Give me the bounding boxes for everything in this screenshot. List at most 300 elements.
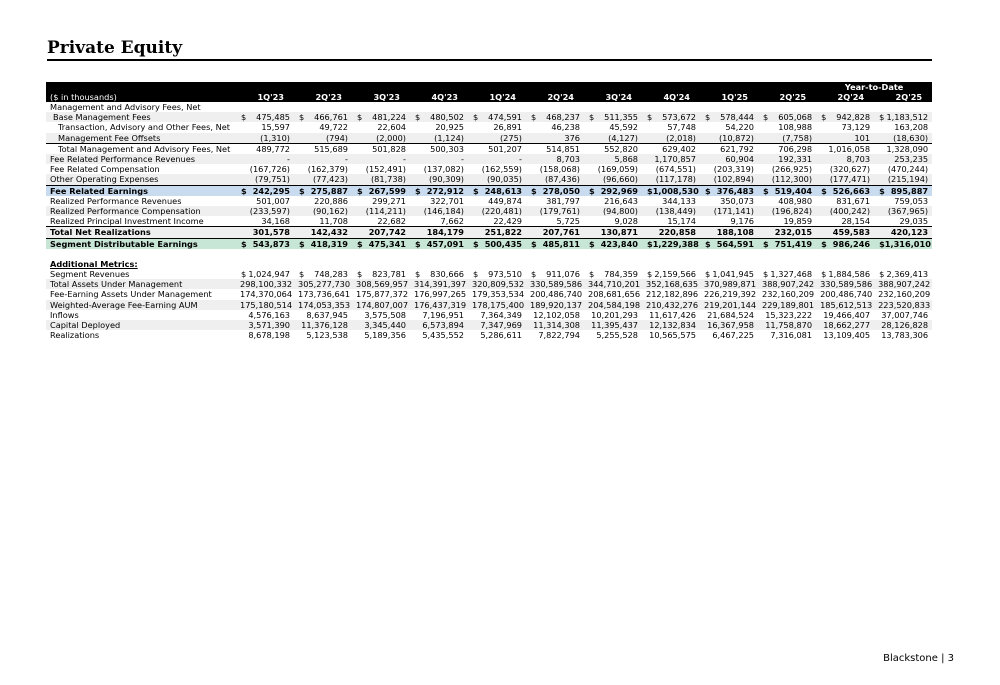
value-cell [816, 216, 874, 227]
value-cell [526, 174, 584, 185]
value-cell [584, 174, 642, 185]
value-text: 4,576,163 [248, 309, 290, 320]
value-cell [294, 269, 352, 279]
value-cell [816, 289, 874, 299]
table-row [46, 300, 932, 310]
value-cell [468, 122, 526, 132]
value-text: 578,444 [720, 112, 754, 123]
value-text: 7,822,794 [538, 330, 580, 341]
value-cell [758, 216, 816, 227]
value-text: (220,481) [481, 206, 522, 217]
value-cell [584, 154, 642, 164]
value-cell [410, 112, 468, 122]
value-text: 163,208 [894, 122, 929, 133]
value-text: 1,183,512 [886, 112, 929, 123]
value-text: (275) [499, 132, 522, 143]
value-text: 573,672 [662, 112, 696, 123]
value-cell [352, 206, 410, 216]
value-cell [352, 143, 410, 154]
value-text: 408,980 [778, 195, 813, 206]
table-row [46, 269, 932, 279]
value-cell [584, 300, 642, 310]
value-text: 130,871 [600, 227, 638, 238]
value-text: 706,298 [778, 143, 813, 154]
value-text: (2,000) [376, 132, 406, 143]
row-label: Inflows [50, 309, 79, 320]
value-text: (162,379) [307, 164, 348, 175]
value-cell [468, 164, 526, 174]
value-cell [642, 174, 700, 185]
value-cell [294, 320, 352, 330]
value-cell [468, 154, 526, 164]
value-text: 267,599 [368, 185, 406, 196]
value-cell [236, 279, 294, 289]
dollar-sign: $ [589, 185, 595, 196]
value-cell [294, 206, 352, 216]
dollar-sign: $ [241, 185, 247, 196]
value-text: 1,229,388 [652, 238, 699, 249]
value-cell [294, 133, 352, 144]
value-cell [874, 185, 932, 196]
value-cell [526, 216, 584, 227]
value-text: 28,126,828 [881, 320, 929, 331]
value-cell [294, 310, 352, 320]
value-text: 605,068 [778, 112, 813, 123]
value-cell [700, 206, 758, 216]
value-cell [816, 143, 874, 154]
value-text: 8,703 [556, 154, 580, 165]
value-text: 519,404 [774, 185, 813, 196]
value-cell [468, 310, 526, 320]
value-text: 5,255,528 [596, 330, 638, 341]
value-cell [236, 122, 294, 132]
value-cell [468, 300, 526, 310]
value-text: (794) [325, 132, 348, 143]
value-cell [410, 133, 468, 144]
value-text: (171,141) [713, 206, 754, 217]
units-label: ($ in thousands) [46, 92, 236, 102]
value-text: 242,295 [252, 185, 290, 196]
dollar-sign: $ [299, 112, 305, 123]
value-text: 13,783,306 [881, 330, 929, 341]
row-label: Management and Advisory Fees, Net [50, 102, 201, 112]
row-empty-cell [236, 102, 932, 112]
value-text: (4,127) [608, 132, 638, 143]
value-text: 16,367,958 [707, 320, 754, 331]
value-cell [816, 279, 874, 289]
dollar-sign: $ [647, 185, 653, 196]
dollar-sign: $ [589, 269, 595, 280]
row-label: Management Fee Offsets [46, 133, 236, 144]
value-cell [584, 143, 642, 154]
value-text: 46,238 [551, 122, 580, 133]
table-row [46, 206, 932, 216]
value-text: 449,874 [488, 195, 522, 206]
value-text: 423,840 [600, 238, 638, 249]
value-text: 34,168 [261, 216, 290, 227]
value-cell [352, 300, 410, 310]
value-text: 748,283 [314, 269, 348, 280]
value-text: 210,432,276 [646, 299, 699, 310]
value-cell [642, 216, 700, 227]
table-row [46, 102, 932, 112]
value-text: 179,353,534 [472, 289, 525, 300]
value-cell [584, 122, 642, 132]
value-text: - [403, 154, 406, 165]
dollar-sign: $ [415, 185, 421, 196]
dollar-sign: $ [357, 269, 363, 280]
value-cell [758, 330, 816, 340]
value-cell [236, 112, 294, 122]
value-text: 220,886 [314, 195, 348, 206]
value-text: (77,423) [312, 174, 348, 185]
value-cell [410, 269, 468, 279]
table-row [46, 164, 932, 174]
value-text: 26,891 [493, 122, 522, 133]
value-cell [700, 154, 758, 164]
value-text: 232,160,209 [762, 289, 815, 300]
value-cell [642, 269, 700, 279]
value-cell [294, 289, 352, 299]
value-cell [816, 310, 874, 320]
value-text: 986,246 [832, 238, 871, 249]
value-cell [700, 143, 758, 154]
value-cell [758, 227, 816, 238]
value-text: 175,180,514 [240, 299, 293, 310]
value-text: 751,419 [774, 238, 813, 249]
value-text: 3,345,440 [364, 320, 406, 331]
value-cell [874, 154, 932, 164]
value-cell [874, 174, 932, 185]
value-cell [758, 238, 816, 249]
value-text: 564,591 [716, 238, 754, 249]
value-text: 344,710,201 [588, 279, 641, 290]
value-cell [584, 289, 642, 299]
value-cell [584, 164, 642, 174]
value-cell [410, 238, 468, 249]
dollar-sign: $ [821, 238, 827, 249]
value-text: 22,682 [377, 216, 406, 227]
table-row [46, 133, 932, 144]
value-cell [584, 238, 642, 249]
value-cell [700, 300, 758, 310]
value-cell [816, 238, 874, 249]
value-text: (1,310) [260, 132, 290, 143]
dollar-sign: $ [531, 238, 537, 249]
value-cell [352, 238, 410, 249]
value-text: 543,873 [252, 238, 290, 249]
value-cell [236, 206, 294, 216]
row-label: Fee Related Performance Revenues [46, 154, 236, 164]
value-cell [236, 289, 294, 299]
column-header: 1Q'25 [700, 92, 758, 102]
value-text: (112,300) [771, 174, 813, 185]
value-cell [352, 216, 410, 227]
value-text: 621,792 [720, 143, 754, 154]
value-cell [874, 133, 932, 144]
table-row [46, 330, 932, 340]
value-text: 301,578 [252, 227, 290, 238]
value-cell [526, 206, 584, 216]
value-text: 20,925 [435, 122, 464, 133]
value-text: 320,809,532 [472, 279, 525, 290]
value-cell [700, 269, 758, 279]
row-label: Base Management Fees [46, 112, 236, 122]
table-row [46, 216, 932, 227]
value-cell [294, 185, 352, 196]
value-text: 15,597 [261, 122, 290, 133]
dollar-sign: $ [473, 185, 479, 196]
value-text: 352,168,635 [646, 279, 699, 290]
row-label: Realized Principal Investment Income [50, 216, 204, 227]
value-text: 305,277,730 [298, 279, 351, 290]
value-cell [526, 289, 584, 299]
column-header: 4Q'24 [642, 92, 700, 102]
value-text: (90,309) [428, 174, 464, 185]
value-text: 207,761 [542, 227, 580, 238]
table-row [46, 289, 932, 299]
value-cell [468, 216, 526, 227]
value-cell [468, 238, 526, 249]
value-text: 298,100,332 [240, 279, 293, 290]
ytd-header-row [46, 82, 932, 92]
value-text: 485,811 [542, 238, 580, 249]
value-text: 344,133 [662, 195, 696, 206]
value-text: 208,681,656 [588, 289, 641, 300]
dollar-sign: $ [589, 238, 595, 249]
column-header: 1Q'24 [468, 92, 526, 102]
value-text: (94,800) [602, 206, 638, 217]
dollar-sign: $ [763, 185, 769, 196]
value-text: 11,376,128 [301, 320, 348, 331]
value-text: 272,912 [426, 185, 464, 196]
dollar-sign: $ [299, 269, 305, 280]
value-cell [758, 122, 816, 132]
page-footer: Blackstone | 3 [883, 653, 954, 664]
value-cell [642, 300, 700, 310]
dollar-sign: $ [647, 112, 653, 123]
value-cell [584, 310, 642, 320]
value-cell [584, 216, 642, 227]
value-text: (81,738) [370, 174, 406, 185]
title-rule [47, 59, 932, 61]
value-cell [700, 133, 758, 144]
value-text: 330,589,586 [820, 279, 873, 290]
value-text: 8,703 [846, 154, 871, 165]
value-cell [874, 164, 932, 174]
value-text: 275,887 [310, 185, 348, 196]
value-text: 232,015 [774, 227, 813, 238]
value-text: 174,370,064 [240, 289, 293, 300]
column-header: 2Q'24 [526, 92, 584, 102]
value-text: 292,969 [600, 185, 638, 196]
value-text: 759,053 [894, 195, 929, 206]
value-cell [236, 143, 294, 154]
value-text: 19,859 [783, 216, 813, 227]
dollar-sign: $ [821, 185, 827, 196]
dollar-sign: $ [821, 269, 827, 280]
value-text: 388,907,242 [762, 279, 815, 290]
value-text: (233,597) [249, 206, 290, 217]
value-cell [294, 238, 352, 249]
value-cell [294, 300, 352, 310]
value-text: (179,761) [539, 206, 580, 217]
value-cell [352, 154, 410, 164]
value-text: 207,742 [368, 227, 406, 238]
value-cell [468, 143, 526, 154]
value-text: 501,007 [256, 195, 290, 206]
value-text: 514,851 [546, 143, 580, 154]
value-cell [526, 279, 584, 289]
value-text: 330,589,586 [530, 279, 583, 290]
value-text: 21,684,524 [707, 309, 754, 320]
value-cell [816, 196, 874, 206]
value-text: 142,432 [310, 227, 348, 238]
value-cell [816, 300, 874, 310]
value-cell [584, 185, 642, 196]
value-cell [700, 216, 758, 227]
value-text: 174,807,007 [356, 299, 409, 310]
value-cell [410, 185, 468, 196]
value-text: 219,201,144 [704, 299, 757, 310]
value-cell [294, 227, 352, 238]
value-text: 192,331 [778, 154, 813, 165]
value-cell [642, 279, 700, 289]
value-text: 18,662,277 [823, 320, 871, 331]
value-text: 57,748 [667, 122, 696, 133]
value-text: 420,123 [890, 227, 929, 238]
dollar-sign: $ [531, 185, 537, 196]
value-cell [642, 196, 700, 206]
value-text: (79,751) [254, 174, 290, 185]
value-cell [526, 320, 584, 330]
value-cell [816, 185, 874, 196]
value-cell [526, 300, 584, 310]
table-row [46, 185, 932, 196]
value-text: 229,189,801 [762, 299, 815, 310]
value-text: 322,701 [430, 195, 464, 206]
value-text: 418,319 [310, 238, 348, 249]
value-text: 457,091 [426, 238, 464, 249]
value-text: (7,758) [782, 132, 813, 143]
value-cell [816, 112, 874, 122]
value-cell [294, 196, 352, 206]
dollar-sign: $ [879, 269, 885, 280]
value-text: (2,018) [666, 132, 696, 143]
value-cell [700, 289, 758, 299]
value-text: 108,988 [778, 122, 813, 133]
value-cell [758, 206, 816, 216]
value-text: 500,303 [430, 143, 464, 154]
value-cell [294, 164, 352, 174]
column-header: 2Q'25 [874, 92, 932, 102]
value-cell [468, 269, 526, 279]
column-header: 4Q'23 [410, 92, 468, 102]
value-text: 19,466,407 [823, 309, 871, 320]
value-text: 1,024,947 [248, 269, 290, 280]
value-text: 376 [564, 132, 580, 143]
value-text: 13,109,405 [823, 330, 871, 341]
value-cell [758, 320, 816, 330]
value-cell [874, 300, 932, 310]
value-text: 1,008,530 [652, 185, 699, 196]
value-cell [236, 238, 294, 249]
value-cell [352, 112, 410, 122]
value-cell [526, 164, 584, 174]
value-text: 220,858 [658, 227, 696, 238]
dollar-sign: $ [705, 238, 711, 249]
value-cell [700, 196, 758, 206]
value-text: (674,551) [655, 164, 696, 175]
value-cell [700, 227, 758, 238]
value-cell [758, 133, 816, 144]
value-text: 7,662 [440, 216, 464, 227]
value-cell [700, 279, 758, 289]
value-cell [236, 164, 294, 174]
value-cell [352, 279, 410, 289]
value-text: 7,364,349 [480, 309, 522, 320]
value-cell [642, 185, 700, 196]
dollar-sign: $ [705, 112, 711, 123]
value-text: (367,965) [887, 206, 929, 217]
value-text: 248,613 [484, 185, 522, 196]
table-row [46, 238, 932, 249]
value-cell [642, 154, 700, 164]
value-text: 5,868 [614, 154, 638, 165]
value-cell [294, 154, 352, 164]
value-cell [874, 216, 932, 227]
value-cell [758, 164, 816, 174]
dollar-sign: $ [647, 238, 653, 249]
value-text: 188,108 [716, 227, 754, 238]
value-cell [468, 112, 526, 122]
value-text: (320,627) [829, 164, 871, 175]
value-cell [816, 227, 874, 238]
value-text: (266,925) [771, 164, 813, 175]
table-row [46, 196, 932, 206]
value-cell [352, 289, 410, 299]
value-text: - [287, 154, 290, 165]
column-header: 3Q'24 [584, 92, 642, 102]
value-cell [642, 112, 700, 122]
value-text: 12,132,834 [649, 320, 696, 331]
value-cell [874, 330, 932, 340]
value-cell [642, 133, 700, 144]
value-cell [236, 310, 294, 320]
value-cell [410, 320, 468, 330]
value-text: 223,520,833 [878, 299, 931, 310]
value-text: 11,617,426 [649, 309, 696, 320]
value-text: 54,220 [725, 122, 754, 133]
row-label: Realizations [50, 330, 100, 341]
value-cell [468, 206, 526, 216]
row-label: Segment Distributable Earnings [46, 238, 236, 249]
value-cell [526, 196, 584, 206]
value-text: 1,316,010 [884, 238, 931, 249]
value-cell [816, 206, 874, 216]
value-text: 350,073 [720, 195, 754, 206]
dollar-sign: $ [415, 269, 421, 280]
value-cell [294, 122, 352, 132]
value-text: 831,671 [836, 195, 871, 206]
value-cell [526, 310, 584, 320]
column-header: 3Q'23 [352, 92, 410, 102]
financial-table [46, 82, 932, 340]
value-text: (114,211) [365, 206, 406, 217]
dollar-sign: $ [879, 112, 885, 123]
row-label: Other Operating Expenses [46, 174, 236, 185]
spacer-cell [46, 249, 932, 259]
